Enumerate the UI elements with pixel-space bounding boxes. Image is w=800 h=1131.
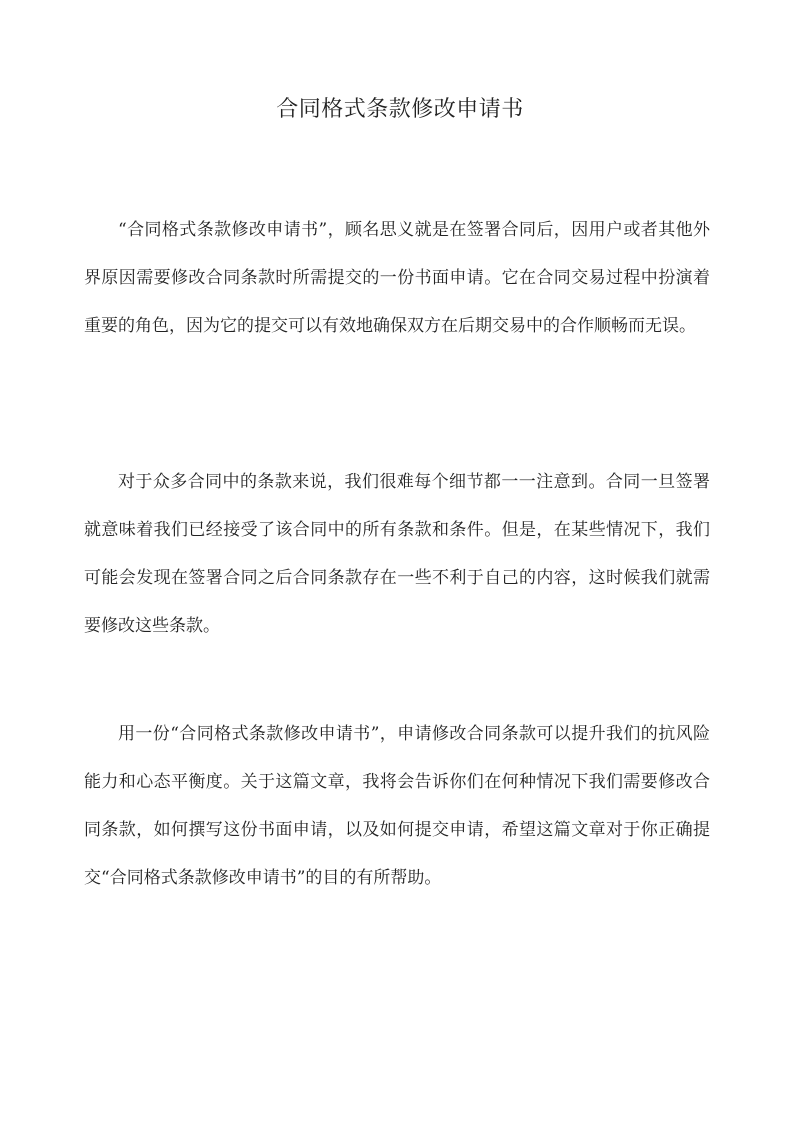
paragraph-clauses: 对于众多合同中的条款来说，我们很难每个细节都一一注意到。合同一旦签署就意味着我们已经接受了该合同中的所有条款和条件。但是，在某些情况下，我们可能会发现在签署合同之后合同条款存在一些不利于自己的内容，这时候我们就需要修改这些条款。: [84, 472, 710, 636]
document-title: 合同格式条款修改申请书: [276, 97, 524, 122]
paragraph-purpose: 用一份“合同格式条款修改申请书”，申请修改合同条款可以提升我们的抗风险能力和心态平衡度。关于这篇文章，我将会告诉你们在何种情况下我们需要修改合同条款，如何撰写这份书面申请，以及如何提交申请，希望这篇文章对于你正确提交“合同格式条款修改申请书”的目的有所帮助。: [84, 724, 710, 888]
paragraph-intro: “合同格式条款修改申请书”，顾名思义就是在签署合同后，因用户或者其他外界原因需要修改合同条款时所需提交的一份书面申请。它在合同交易过程中扮演着重要的角色，因为它的提交可以有效地确保双方在后期交易中的合作顺畅而无误。: [84, 220, 710, 336]
